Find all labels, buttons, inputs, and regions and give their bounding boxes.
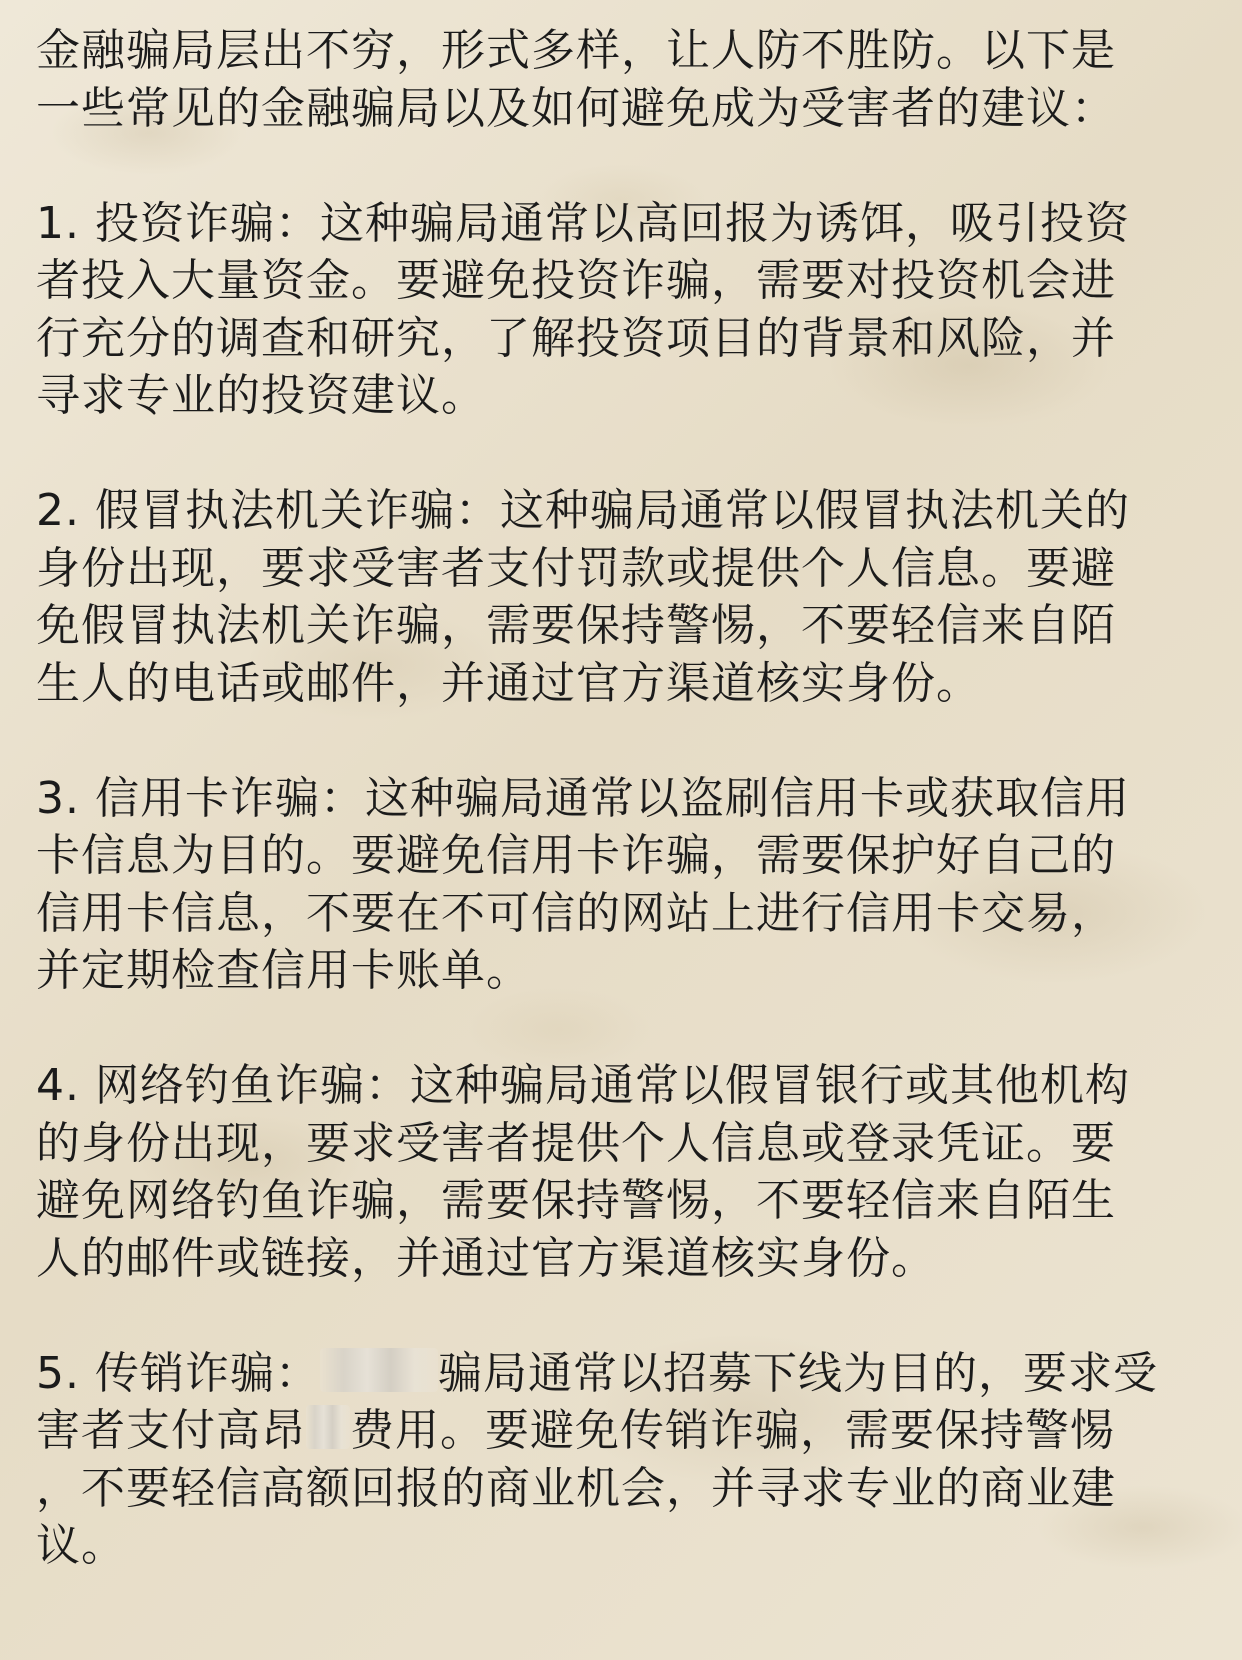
- text-line: 议。: [36, 1520, 126, 1571]
- text-line: 卡信息为目的。要避免信用卡诈骗，需要保护好自己的: [36, 830, 1116, 881]
- text-line: 2. 假冒执法机关诈骗：这种骗局通常以假冒执法机关的: [36, 485, 1130, 536]
- text-line: 信用卡信息，不要在不可信的网站上进行信用卡交易，: [36, 887, 1116, 939]
- item-pyramid-scheme-fraud: [36, 1345, 1202, 1575]
- item-investment-fraud: [36, 195, 1202, 425]
- text-line: 4. 网络钓鱼诈骗：这种骗局通常以假冒银行或其他机构: [36, 1060, 1130, 1111]
- paragraph-spacer: [36, 1287, 1202, 1345]
- text-line: ，不要轻信高额回报的商业机会，并寻求专业的商业建: [36, 1462, 1116, 1514]
- text-line: 生人的电话或邮件，并通过官方渠道核实身份。: [36, 657, 981, 709]
- text-line: 行充分的调查和研究，了解投资项目的背景和风险，并: [36, 312, 1116, 364]
- text-line: 的身份出现，要求受害者提供个人信息或登录凭证。要: [36, 1117, 1116, 1169]
- text-line: 避免网络钓鱼诈骗，需要保持警惕，不要轻信来自陌生: [36, 1175, 1116, 1226]
- text-segment: 害者支付高昂: [36, 1405, 306, 1456]
- text-line: 身份出现，要求受害者支付罚款或提供个人信息。要避: [36, 542, 1116, 594]
- text-line: 免假冒执法机关诈骗，需要保持警惕，不要轻信来自陌: [36, 600, 1116, 651]
- paragraph-spacer: [36, 137, 1202, 195]
- paragraph-spacer: [36, 425, 1202, 483]
- intro-paragraph: [36, 22, 1202, 137]
- blurred-overlay: [320, 1348, 438, 1392]
- paragraph-spacer: [36, 712, 1202, 770]
- text-line: 一些常见的金融骗局以及如何避免成为受害者的建议：: [36, 82, 1116, 134]
- text-line: [36, 1345, 1202, 1403]
- blurred-overlay: [306, 1405, 350, 1449]
- item-phishing-fraud: [36, 1057, 1202, 1287]
- text-segment: 费用。要避免传销诈骗，需要保持警惕: [350, 1405, 1115, 1456]
- text-line: [36, 1402, 1202, 1460]
- item-impersonation-fraud: [36, 482, 1202, 712]
- text-line: 1. 投资诈骗：这种骗局通常以高回报为诱饵，吸引投资: [36, 197, 1130, 249]
- text-line: 人的邮件或链接，并通过官方渠道核实身份。: [36, 1232, 936, 1284]
- text-line: 者投入大量资金。要避免投资诈骗，需要对投资机会进: [36, 255, 1116, 306]
- text-line: 3. 信用卡诈骗：这种骗局通常以盗刷信用卡或获取信用: [36, 772, 1130, 824]
- text-segment: 骗局通常以招募下线为目的，要求受: [437, 1347, 1158, 1399]
- text-line: 并定期检查信用卡账单。: [36, 945, 531, 996]
- text-line: 金融骗局层出不穷，形式多样，让人防不胜防。以下是: [36, 25, 1116, 76]
- text-line: 寻求专业的投资建议。: [36, 370, 486, 421]
- paragraph-spacer: [36, 1000, 1202, 1058]
- text-segment: 5. 传销诈骗：: [36, 1347, 320, 1399]
- item-credit-card-fraud: [36, 770, 1202, 1000]
